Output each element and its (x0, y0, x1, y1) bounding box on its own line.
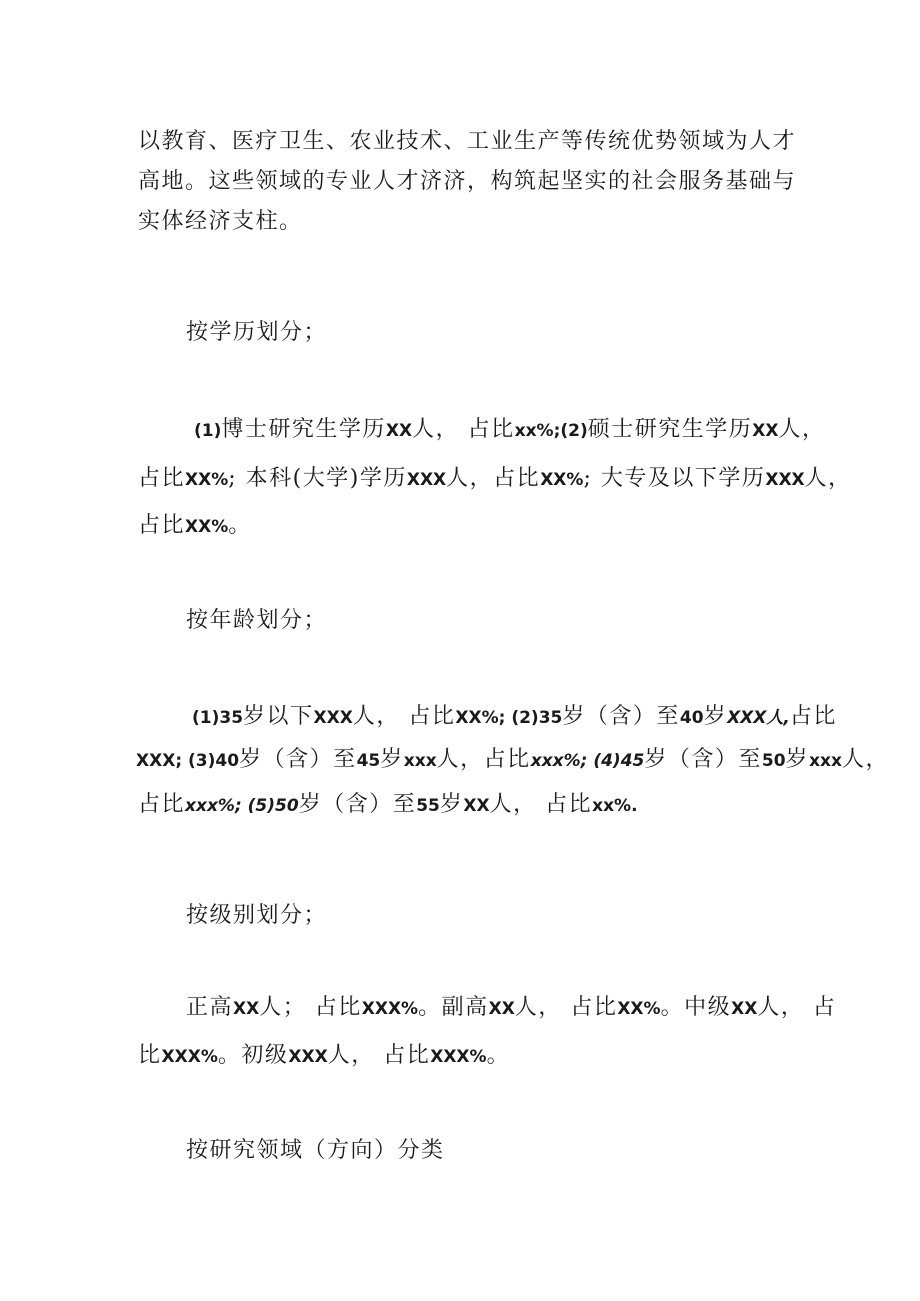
text-line: 比XXX%。初级XXX人， 占比XXX%。 (138, 1043, 511, 1068)
heading-by-level: 按级别划分； (186, 903, 328, 928)
text-line: XXX; (3)40岁（含）至45岁xxx人，占比xxx%; (4)45岁（含）至50岁xxx人， (136, 747, 889, 772)
intro-paragraph (138, 122, 798, 242)
age-paragraph (136, 697, 889, 826)
education-paragraph (138, 410, 852, 547)
heading-by-research-field: 按研究领域（方向）分类 (186, 1138, 445, 1163)
text-line: 高地。这些领域的专业人才济济，构筑起坚实的社会服务基础与 (138, 169, 797, 194)
level-paragraph (138, 988, 837, 1077)
text-line: 以教育、医疗卫生、农业技术、工业生产等传统优势领域为人才 (138, 129, 797, 154)
text-line: 占比XX%。 (138, 513, 252, 538)
text-line: 实体经济支柱。 (138, 209, 303, 234)
heading-by-age: 按年龄划分； (186, 608, 328, 633)
text-line: (1)35岁以下XXX人， 占比XX%; (2)35岁（含）至40岁XXX人,占比 (192, 704, 837, 729)
text-line: 正高XX人； 占比XXX%。副高XX人， 占比XX%。中级XX人， 占 (186, 995, 837, 1020)
heading-by-education: 按学历划分； (186, 320, 328, 345)
text-line: (1)博士研究生学历XX人， 占比xx%;(2)硕士研究生学历XX人， (194, 417, 826, 442)
text-line: 占比xxx%; (5)50岁（含）至55岁XX人， 占比xx%. (138, 792, 638, 817)
text-line: 占比XX%; 本科(大学)学历XXX人，占比XX%; 大专及以下学历XXX人， (138, 466, 852, 491)
